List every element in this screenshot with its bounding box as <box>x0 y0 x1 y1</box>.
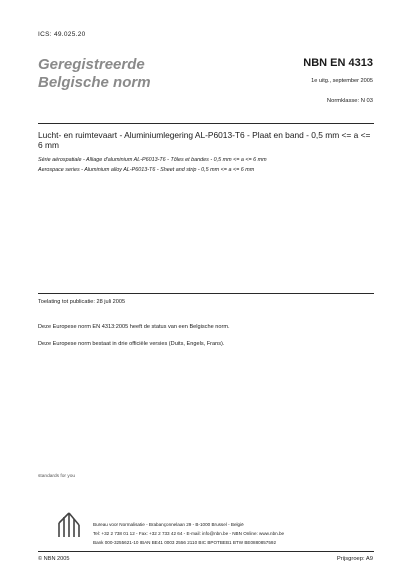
status-statement: Deze Europese norm EN 4313:2005 heeft de status van een Belgische norm. <box>38 324 230 330</box>
publication-date: Toelating tot publicatie: 28 juli 2005 <box>38 299 126 305</box>
standard-code: NBN EN 4313 <box>303 57 373 69</box>
divider-middle <box>38 293 374 294</box>
bank-line: Bank 000-3255621-10 IBAN BE41 0003 2556 2110 BIC BPOTBEB1 BTW BE0880857592 <box>93 540 277 545</box>
copyright: © NBN 2005 <box>38 556 70 562</box>
address-line: Bureau voor Normalisatie - Brabançonnelaan 29 - B-1000 Brussel - België <box>93 522 244 527</box>
title-dutch: Lucht- en ruimtevaart - Aluminiumlegering AL-P6013-T6 - Plaat en band - 0,5 mm <= a <= 6 mm <box>38 130 371 150</box>
contact-line: Tel: +32 2 738 01 12 - Fax: +32 2 733 42 64 - E-mail: info@nbn.be - NBN Online: www.nbn.be <box>93 531 285 536</box>
tagline: standards for you <box>38 474 76 479</box>
norm-title-line1: Geregistreerde <box>38 56 145 73</box>
ics-code: ICS: 49.025.20 <box>38 31 86 38</box>
nbn-logo-icon <box>56 509 82 539</box>
divider-bottom <box>38 551 374 552</box>
title-english: Aerospace series - Aluminium alloy AL-P6013-T6 - Sheet and strip - 0,5 mm <= a <= 6 mm <box>38 167 255 173</box>
edition-date: 1e uitg., september 2005 <box>311 78 373 84</box>
norm-title-line2: Belgische norm <box>38 74 151 91</box>
norm-title <box>38 56 151 92</box>
classification: Normklasse: N 03 <box>326 98 373 104</box>
title-french: Série aérospatiale - Alliage d'aluminium AL-P6013-T6 - Tôles et bandes - 0,5 mm <= a <= 6 mm <box>38 157 267 163</box>
price-group: Prijsgroep: A9 <box>336 556 373 562</box>
divider-top <box>38 123 374 124</box>
versions-statement: Deze Europese norm bestaat in drie officiële versies (Duits, Engels, Frans). <box>38 341 225 347</box>
